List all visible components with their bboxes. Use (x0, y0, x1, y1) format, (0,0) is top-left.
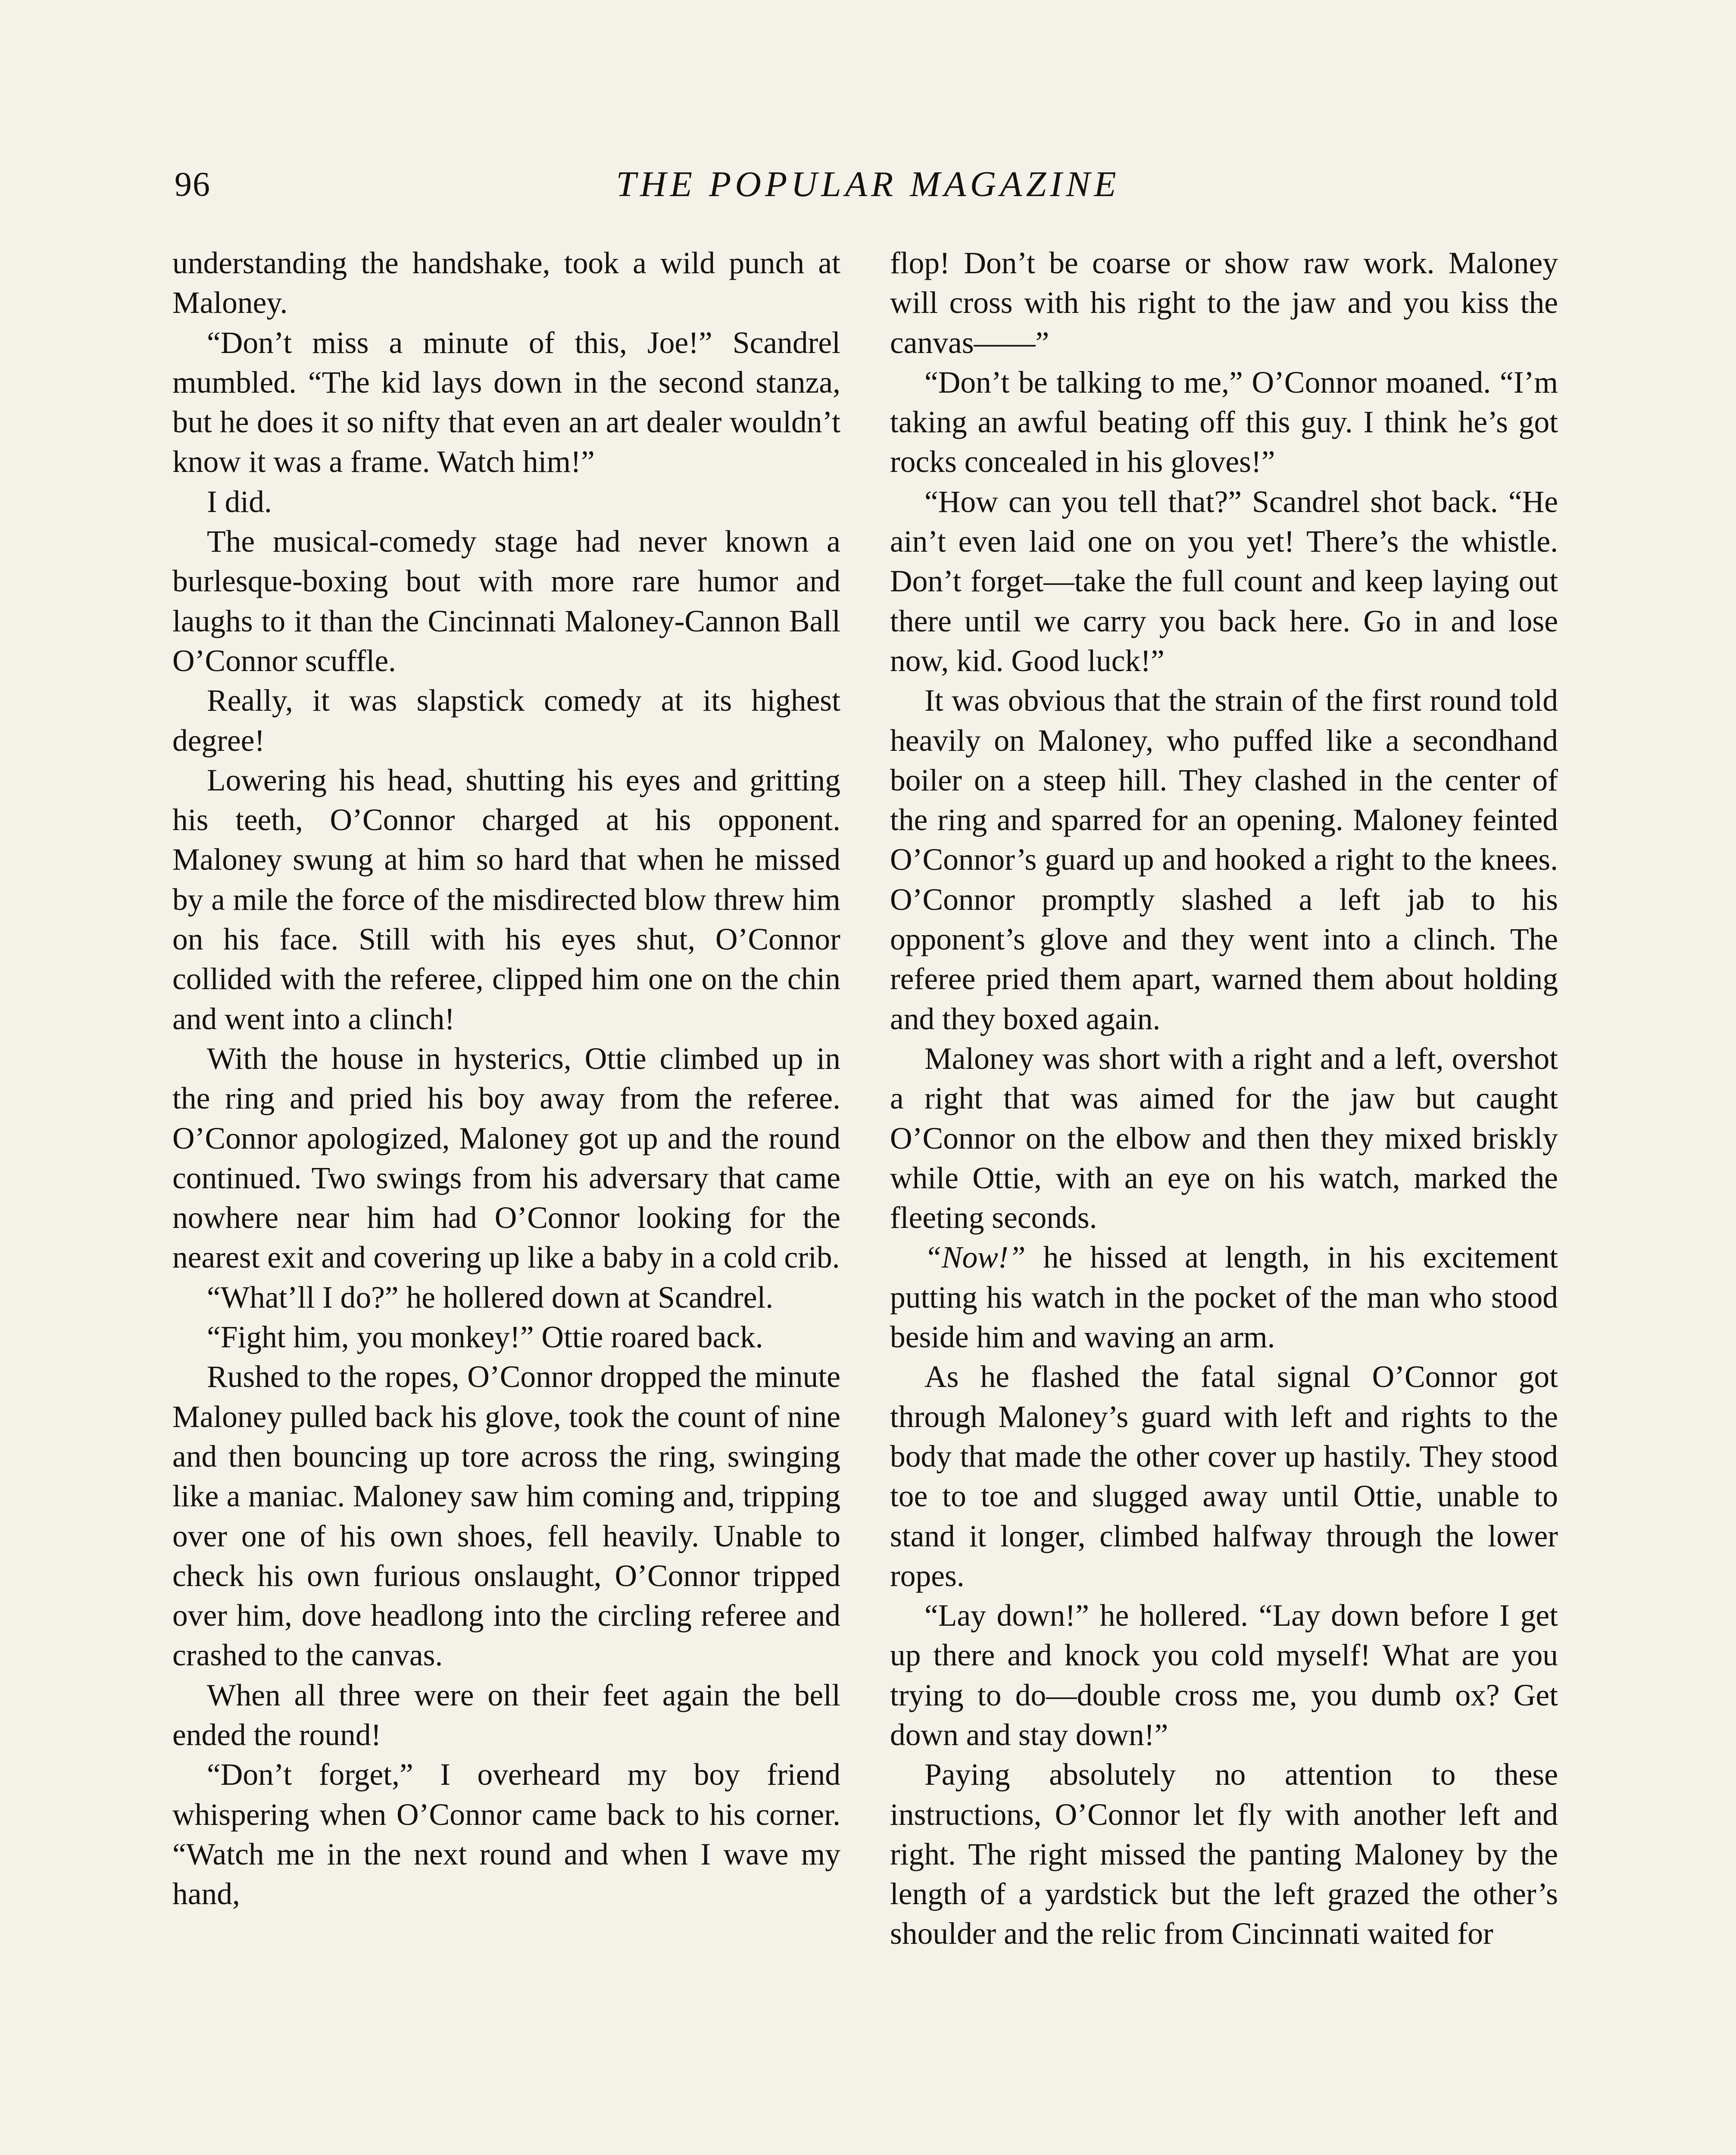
paragraph: As he flashed the fatal signal O’Connor got through Maloney’s guard with left and rights to the body that made the other cover up hastily. They stood toe to toe and slugged away until Ottie, unable to stand it longer, climbed halfway through the lower ropes. (890, 1360, 1558, 1593)
paragraph: “What’ll I do?” he hollered down at Scandrel. (207, 1280, 774, 1315)
paragraph: “Don’t forget,” I overheard my boy friend whispering when O’Connor came back to his corner. “Watch me in the next round and when I wave my hand, (172, 1758, 840, 1911)
paragraph: “How can you tell that?” Scandrel shot back. “He ain’t even laid one on you yet! There’s the whistle. Don’t forget—take the full count and keep laying out there until we carry you back here. Go in and lose now, kid. Good luck!” (890, 484, 1558, 678)
left-column (172, 244, 840, 1914)
paragraph: When all three were on their feet again the bell ended the round! (172, 1678, 840, 1752)
paragraph: Maloney was short with a right and a left, overshot a right that was aimed for the jaw but caught O’Connor on the elbow and then they mixed briskly while Ottie, with an eye on his watch, marked the fleeting seconds. (890, 1041, 1558, 1235)
running-head: THE POPULAR MAGAZINE (616, 164, 1120, 204)
paragraph: flop! Don’t be coarse or show raw work. Maloney will cross with his right to the jaw and you kiss the canvas——” (890, 246, 1558, 360)
paragraph: Really, it was slapstick comedy at its highest degree! (172, 684, 840, 758)
paragraph: “Lay down!” he hollered. “Lay down before I get up there and knock you cold myself! What are you trying to do—double cross me, you dumb ox? Get down and stay down!” (890, 1599, 1558, 1752)
paragraph: Lowering his head, shutting his eyes and gritting his teeth, O’Connor charged at his opponent. Maloney swung at him so hard that when he missed by a mile the force of the misdirected blow threw him on his face. Still with his eyes shut, O’Connor collided with the referee, clipped him one on the chin and went into a clinch! (172, 763, 840, 1036)
paragraph: I did. (207, 484, 272, 519)
paragraph (890, 1238, 1558, 1357)
right-column (890, 244, 1558, 1954)
paragraph: “Don’t miss a minute of this, Joe!” Scandrel mumbled. “The kid lays down in the second stanza, but he does it so nifty that even an art dealer wouldn’t know it was a frame. Watch him!” (172, 325, 840, 479)
paragraph: “Don’t be talking to me,” O’Connor moaned. “I’m taking an awful beating off this guy. I think he’s got rocks concealed in his gloves!” (890, 365, 1558, 479)
page-number: 96 (175, 166, 211, 203)
italic-exclamation: “Now!” (924, 1240, 1026, 1275)
paragraph: It was obvious that the strain of the first round told heavily on Maloney, who puffed like a secondhand boiler on a steep hill. They clashed in the center of the ring and sparred for an opening. Maloney feinted O’Connor’s guard up and hooked a right to the knees. O’Connor promptly slashed a left jab to his opponent’s glove and they went into a clinch. The referee pried them apart, warned them about holding and they boxed again. (890, 684, 1558, 1036)
paragraph: The musical-comedy stage had never known a burlesque-boxing bout with more rare humor and laughs to it than the Cincinnati Maloney-Cannon Ball O’Connor scuffle. (172, 525, 840, 678)
paragraph: “Fight him, you monkey!” Ottie roared back. (207, 1320, 763, 1355)
paragraph: With the house in hysterics, Ottie climbed up in the ring and pried his boy away from the referee. O’Connor apologized, Maloney got up and the round continued. Two swings from his adversary that came nowhere near him had O’Connor looking for the nearest exit and covering up like a baby in a cold crib. (172, 1041, 840, 1275)
paragraph: Paying absolutely no attention to these instructions, O’Connor let fly with another left and right. The right missed the panting Maloney by the length of a yardstick but the left grazed the other’s shoulder and the relic from Cincinnati waited for (890, 1758, 1558, 1951)
paragraph: Rushed to the ropes, O’Connor dropped the minute Maloney pulled back his glove, took the count of nine and then bouncing up tore across the ring, swinging like a maniac. Maloney saw him coming and, tripping over one of his own shoes, fell heavily. Unable to check his own furious onslaught, O’Connor tripped over him, dove headlong into the circling referee and crashed to the canvas. (172, 1360, 840, 1673)
paragraph-text: he hissed at length, in his excitement putting his watch in the pocket of the man who stood beside him and waving an arm. (890, 1240, 1558, 1355)
paragraph: understanding the handshake, took a wild punch at Maloney. (172, 246, 840, 320)
